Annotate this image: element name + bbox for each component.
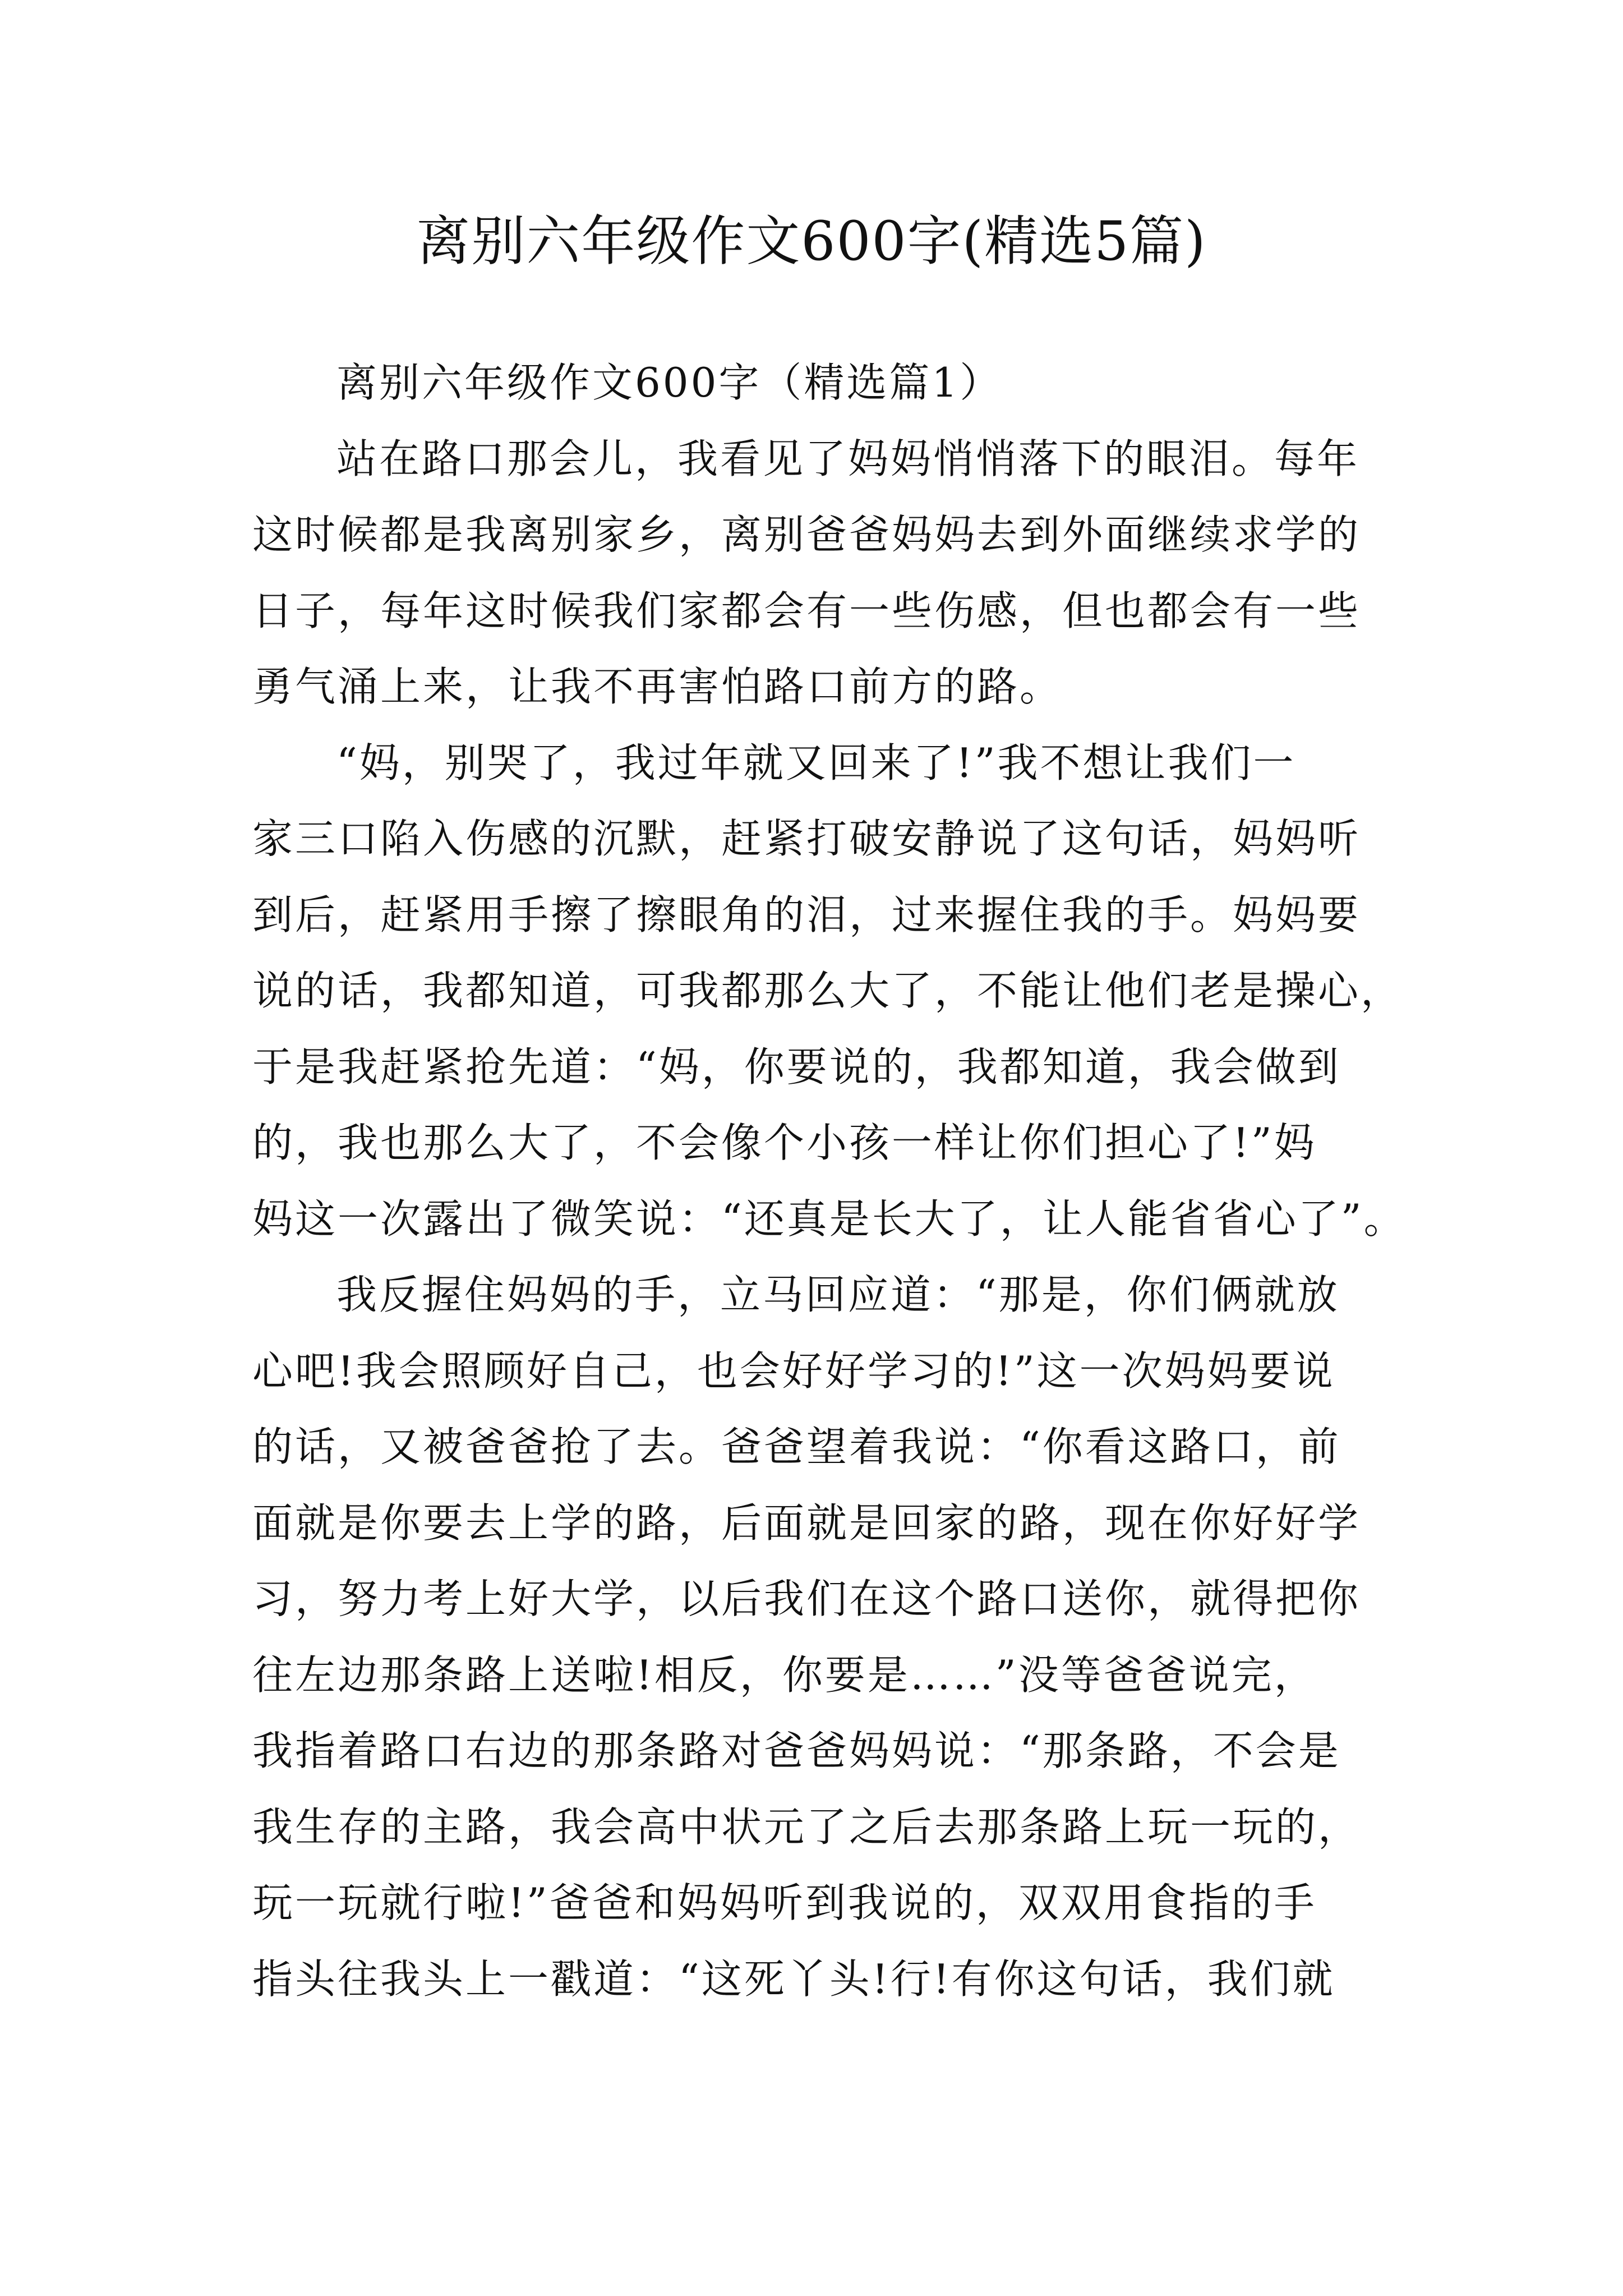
paragraph-line: 妈这一次露出了微笑说：“还真是长大了，让人能省省心了”。 bbox=[252, 1195, 1407, 1243]
paragraph-line: 站在路口那会儿，我看见了妈妈悄悄落下的眼泪。每年 bbox=[336, 435, 1360, 482]
paragraph-line: 面就是你要去上学的路，后面就是回家的路，现在你好好学 bbox=[252, 1499, 1361, 1547]
document-body bbox=[252, 345, 1407, 2017]
paragraph-line: 说的话，我都知道，可我都那么大了，不能让他们老是操心， bbox=[252, 967, 1404, 1014]
paragraph-line: 到后，赶紧用手擦了擦眼角的泪，过来握住我的手。妈妈要 bbox=[252, 891, 1361, 938]
paragraph-line: 我生存的主路，我会高中状元了之后去那条路上玩一玩的， bbox=[252, 1803, 1361, 1851]
section-heading: 离别六年级作文600字（精选篇1） bbox=[336, 359, 1003, 406]
paragraph-line: 指头往我头上一戳道：“这死丫头!行!有你这句话，我们就 bbox=[252, 1955, 1335, 2003]
paragraph-line: “妈，别哭了，我过年就又回来了!”我不想让我们一 bbox=[336, 739, 1296, 786]
paragraph-line: 的话，又被爸爸抢了去。爸爸望着我说：“你看这路口，前 bbox=[252, 1423, 1341, 1470]
paragraph-line: 我指着路口右边的那条路对爸爸妈妈说：“那条路，不会是 bbox=[252, 1727, 1341, 1774]
paragraph-line: 的，我也那么大了，不会像个小孩一样让你们担心了!”妈 bbox=[252, 1119, 1317, 1166]
document-title: 离别六年级作文600字(精选5篇) bbox=[416, 210, 1207, 273]
paragraph-line: 我反握住妈妈的手，立马回应道：“那是，你们俩就放 bbox=[336, 1271, 1340, 1318]
paragraph-line: 家三口陷入伤感的沉默，赶紧打破安静说了这句话，妈妈听 bbox=[252, 815, 1361, 862]
paragraph-line: 日子，每年这时候我们家都会有一些伤感，但也都会有一些 bbox=[252, 587, 1361, 634]
paragraph-line: 勇气涌上来，让我不再害怕路口前方的路。 bbox=[252, 663, 1063, 710]
paragraph-line: 往左边那条路上送啦!相反，你要是……”没等爸爸说完， bbox=[252, 1651, 1317, 1699]
paragraph-line: 玩一玩就行啦!”爸爸和妈妈听到我说的，双双用食指的手 bbox=[252, 1879, 1317, 1926]
paragraph-line: 于是我赶紧抢先道：“妈，你要说的，我都知道，我会做到 bbox=[252, 1043, 1341, 1091]
paragraph-line: 心吧!我会照顾好自己，也会好好学习的!”这一次妈妈要说 bbox=[252, 1347, 1335, 1395]
paragraph-line: 习，努力考上好大学，以后我们在这个路口送你，就得把你 bbox=[252, 1575, 1361, 1622]
paragraph-line: 这时候都是我离别家乡，离别爸爸妈妈去到外面继续求学的 bbox=[252, 511, 1361, 558]
